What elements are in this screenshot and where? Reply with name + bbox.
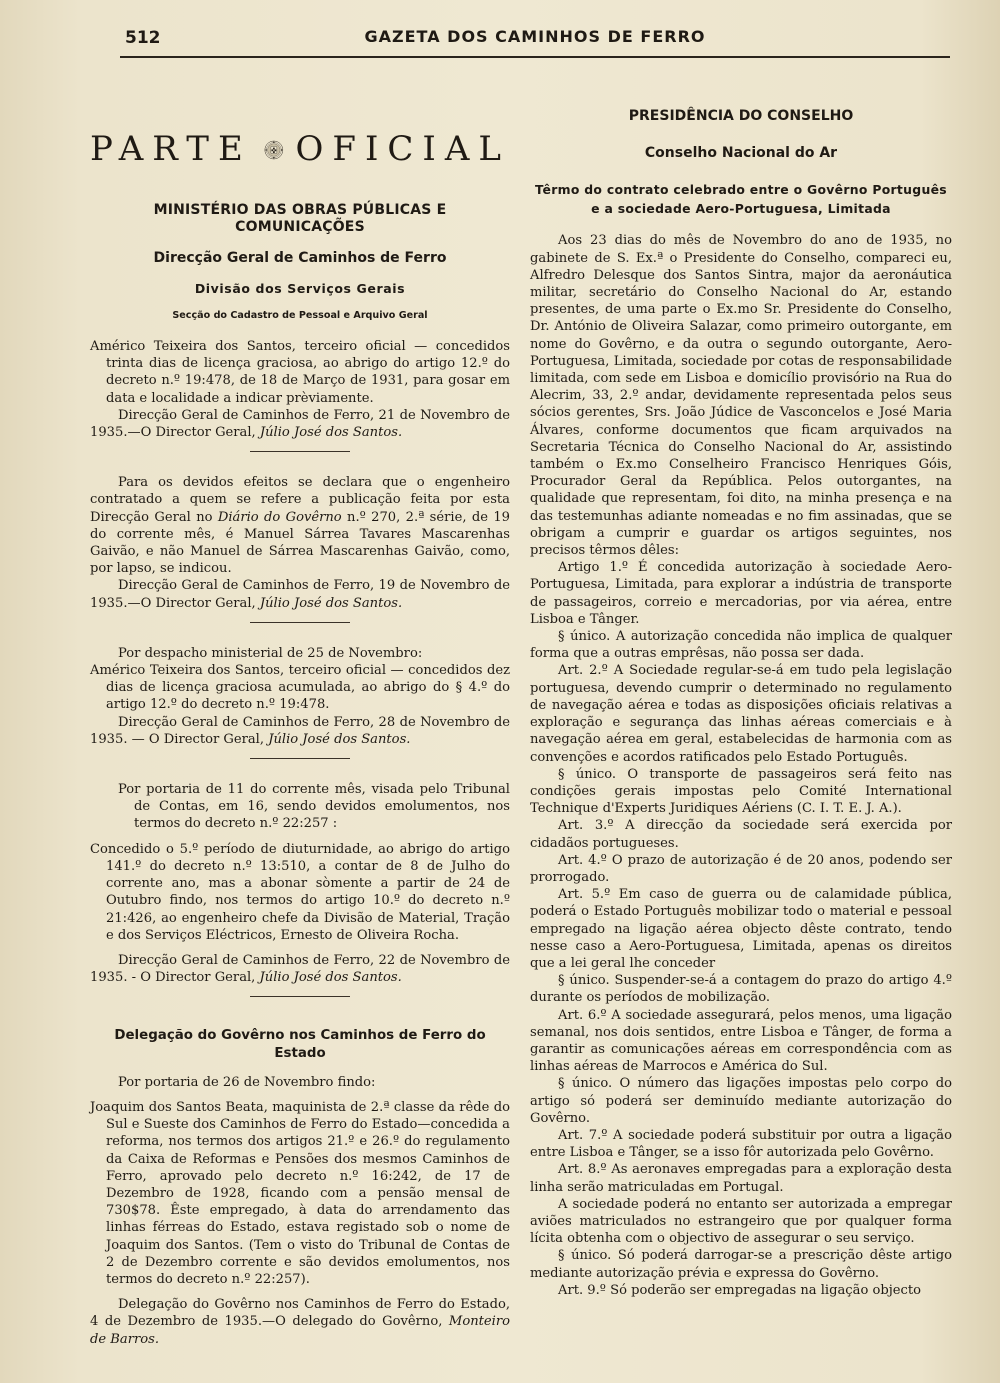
article-3: Art. 3.º A direcção da sociedade será exercida por cidadãos portugueses. bbox=[530, 818, 952, 851]
article-7: Art. 7.º A sociedade poderá substituir por outra a ligação entre Lisboa e Tânger, se a isso fôr autorizada pelo Govêrno. bbox=[530, 1127, 952, 1161]
section-heading: Secção do Cadastro de Pessoal e Arquivo Geral bbox=[172, 309, 428, 321]
council-heading: Conselho Nacional do Ar bbox=[644, 145, 838, 162]
notice-4-intro: Por portaria de 11 do corrente mês, visada pelo Tribunal de Contas, em 16, sendo devidos emolumentos, nos termos do decreto n.º 22:257 : bbox=[118, 782, 510, 832]
oficial-word: OFICIAL bbox=[295, 129, 510, 170]
separator bbox=[250, 451, 350, 452]
article-1: Artigo 1.º É concedida autorização à sociedade Aero-Portuguesa, Limitada, para explorar a indústria de transporte de passageiros, correio e mercadorias, por via aérea, entre Lisboa e Tânger. bbox=[530, 560, 952, 627]
notice-1-signature: Direcção Geral de Caminhos de Ferro, 21 de Novembro de 1935.—O Director Geral, Júlio José dos Santos. bbox=[90, 407, 510, 441]
article-2-unique: § único. O transporte de passageiros será feito nas condições gerais impostas pelo Comité International Technique d'Experts Juridiques Aériens (C. I. T. E. J. A.). bbox=[530, 766, 952, 817]
article-5: Art. 5.º Em caso de guerra ou de calamidade pública, poderá o Estado Português mobilizar todo o material e pessoal empregado na ligação aérea objecto dêste contrato, tendo nesse caso a Aero-Portuguesa, Limitada, apenas os direitos que a lei geral lhe conceder bbox=[530, 887, 952, 971]
article-4: Art. 4.º O prazo de autorização é de 20 anos, podendo ser prorrogado. bbox=[530, 852, 952, 885]
right-column bbox=[530, 62, 952, 1299]
article-8-unique: § único. Só poderá darrogar-se a prescrição dêste artigo mediante autorização prévia e expressa do Govêrno. bbox=[530, 1248, 952, 1281]
separator bbox=[250, 622, 350, 623]
presidency-heading: PRESIDÊNCIA DO CONSELHO bbox=[628, 108, 854, 124]
contract-title: Têrmo do contrato celebrado entre o Govêrno Português e a sociedade Aero-Portuguesa, Limitada bbox=[535, 182, 947, 217]
article-8-paragraph: A sociedade poderá no entanto ser autorizada a empregar aviões matriculados no estrangeiro que por qualquer forma lícita obtenha com o objectivo de assegurar o seu serviço. bbox=[530, 1196, 952, 1247]
division-heading: Divisão dos Serviços Gerais bbox=[194, 280, 406, 296]
notice-4-body: Concedido o 5.º período de diuturnidade, ao abrigo do artigo 141.º do decreto n.º 13:510, a contar de 8 de Julho do corrente ano, mas a abonar sòmente a partir de 24 de Outubro findo, nos termos do artigo 10.º do decreto n.º 21:426, ao engenheiro chefe da Divisão de Material, Tração e dos Serviços Eléctricos, Ernesto de Oliveira Rocha. bbox=[90, 841, 510, 943]
ministry-heading: MINISTÉRIO DAS OBRAS PÚBLICAS E COMUNICAÇÕES bbox=[153, 202, 447, 236]
notice-4-signature: Direcção Geral de Caminhos de Ferro, 22 de Novembro de 1935. - O Director Geral, Júlio José dos Santos. bbox=[90, 952, 510, 986]
parte-word: PARTE bbox=[90, 129, 252, 170]
separator bbox=[250, 996, 350, 997]
article-1-unique: § único. A autorização concedida não implica de qualquer forma que a outras emprêsas, não possa ser dada. bbox=[530, 629, 952, 662]
notice-2-body: Para os devidos efeitos se declara que o engenheiro contratado a quem se refere a publicação feita por esta Direcção Geral no Diário do Govêrno n.º 270, 2.ª série, de 19 do corrente mês, é Manuel Sárrea Tavares Mascarenhas Gaivão, e não Manuel de Sárrea Mascarenhas Gaivão, como, por lapso, se indicou. bbox=[90, 475, 510, 577]
article-5-unique: § único. Suspender-se-á a contagem do prazo do artigo 4.º durante os períodos de mobilização. bbox=[530, 973, 952, 1006]
page-number: 512 bbox=[125, 28, 161, 48]
delegation-heading: Delegação do Govêrno nos Caminhos de Ferro do Estado bbox=[114, 1028, 486, 1061]
notice-3-intro: Por despacho ministerial de 25 de Novembro: bbox=[118, 645, 423, 661]
notice-2-signature: Direcção Geral de Caminhos de Ferro, 19 de Novembro de 1935.—O Director Geral, Júlio José dos Santos. bbox=[90, 578, 510, 611]
journal-title: GAZETA DOS CAMINHOS DE FERRO bbox=[364, 27, 706, 46]
article-8: Art. 8.º As aeronaves empregadas para a exploração desta linha serão matriculadas em Portugal. bbox=[530, 1162, 952, 1195]
article-6: Art. 6.º A sociedade assegurará, pelos menos, uma ligação semanal, nos dois sentidos, entre Lisboa e Tânger, de forma a garantir as comunicações aéreas em correspondência com as linhas aéreas de Marrocos e América do Sul. bbox=[530, 1007, 952, 1075]
left-column bbox=[90, 62, 510, 1348]
contract-preamble: Aos 23 dias do mês de Novembro do ano de 1935, no gabinete de S. Ex.ª o Presidente do Conselho, compareci eu, Alfredro Delesque dos Santos Sintra, major da aeronáutica militar, secretário do Conselho Nacional do Ar, estando presentes, de uma parte o Ex.mo Sr. Presidente do Conselho, Dr. António de Oliveira Salazar, como primeiro outorgante, em nome do Govêrno, e da outra o segundo outorgante, Aero-Portuguesa, Limitada, sociedade por cotas de responsabilidade limitada, com sede em Lisboa e domicílio provisório na Rua do Alecrim, 33, 2.º andar, devidamente representada pelos seus sócios gerentes, Srs. João Júdice de Vasconcelos e José Maria Álvares, conforme documentos que ficam arquivados na Secretaria Técnica do Conselho Nacional do Ar, assistindo também o Ex.mo Conselheiro Francisco Henriques Góis, Procurador Geral da República. Pelos outorgantes, na qualidade que representam, foi dito, na minha presença e na das testemunhas adiante nomeadas e no fim assinadas, que se obrigam a cumprir e guardar os artigos seguintes, nos precisos têrmos dêles: bbox=[530, 233, 952, 559]
notice-3-signature: Direcção Geral de Caminhos de Ferro, 28 de Novembro de 1935. — O Director Geral, Júlio José dos Santos. bbox=[90, 714, 510, 747]
notice-5-signature: Delegação do Govêrno nos Caminhos de Ferro do Estado, 4 de Dezembro de 1935.—O delegado do Govêrno, Monteiro de Barros. bbox=[90, 1297, 510, 1347]
article-6-unique: § único. O número das ligações impostas pelo corpo do artigo só poderá ser deminuído mediante autorização do Govêrno. bbox=[530, 1076, 952, 1126]
separator bbox=[250, 758, 350, 759]
parte-oficial-heading bbox=[90, 120, 510, 180]
article-2: Art. 2.º A Sociedade regular-se-á em tudo pela legislação portuguesa, devendo cumprir o determinado no regulamento de navegação aérea e todas as disposições oficiais relativas a exploração e segurança das linhas aéreas comerciais e à navegação aérea em geral, estabelecidas de harmonia com as convenções e acordos ratificados pelo Estado Português. bbox=[530, 663, 952, 765]
notice-1-body: Américo Teixeira dos Santos, terceiro oficial — concedidos trinta dias de licença graciosa, ao abrigo do artigo 12.º do decreto n.º 19:478, de 18 de Março de 1931, para gosar em data e localidade a indicar prèviamente. bbox=[90, 339, 510, 406]
coat-of-arms-icon bbox=[264, 117, 284, 183]
direction-heading: Direcção Geral de Caminhos de Ferro bbox=[153, 250, 447, 267]
notice-5-body: Joaquim dos Santos Beata, maquinista de 2.ª classe da rêde do Sul e Sueste dos Caminhos de Ferro do Estado—concedida a reforma, nos termos dos artigos 21.º e 26.º do regulamento da Caixa de Reformas e Pensões dos mesmos Caminhos de Ferro, aprovado pelo decreto n.º 16:242, de 17 de Dezembro de 1928, ficando com a pensão mensal de 730$78. Êste empregado, à data do arrendamento das linhas férreas do Estado, estava registado sob o nome de Joaquim dos Santos. (Tem o visto do Tribunal de Contas de 2 de Dezembro corrente e são devidos emolumentos, nos termos do decreto n.º 22:257). bbox=[90, 1099, 510, 1287]
article-9: Art. 9.º Só poderão ser empregadas na ligação objecto bbox=[558, 1282, 922, 1298]
page-header bbox=[120, 22, 950, 58]
notice-5-intro: Por portaria de 26 de Novembro findo: bbox=[118, 1074, 376, 1090]
notice-3-body: Américo Teixeira dos Santos, terceiro oficial — concedidos dez dias de licença graciosa acumulada, ao abrigo do § 4.º do artigo 12.º do decreto n.º 19:478. bbox=[90, 663, 510, 713]
